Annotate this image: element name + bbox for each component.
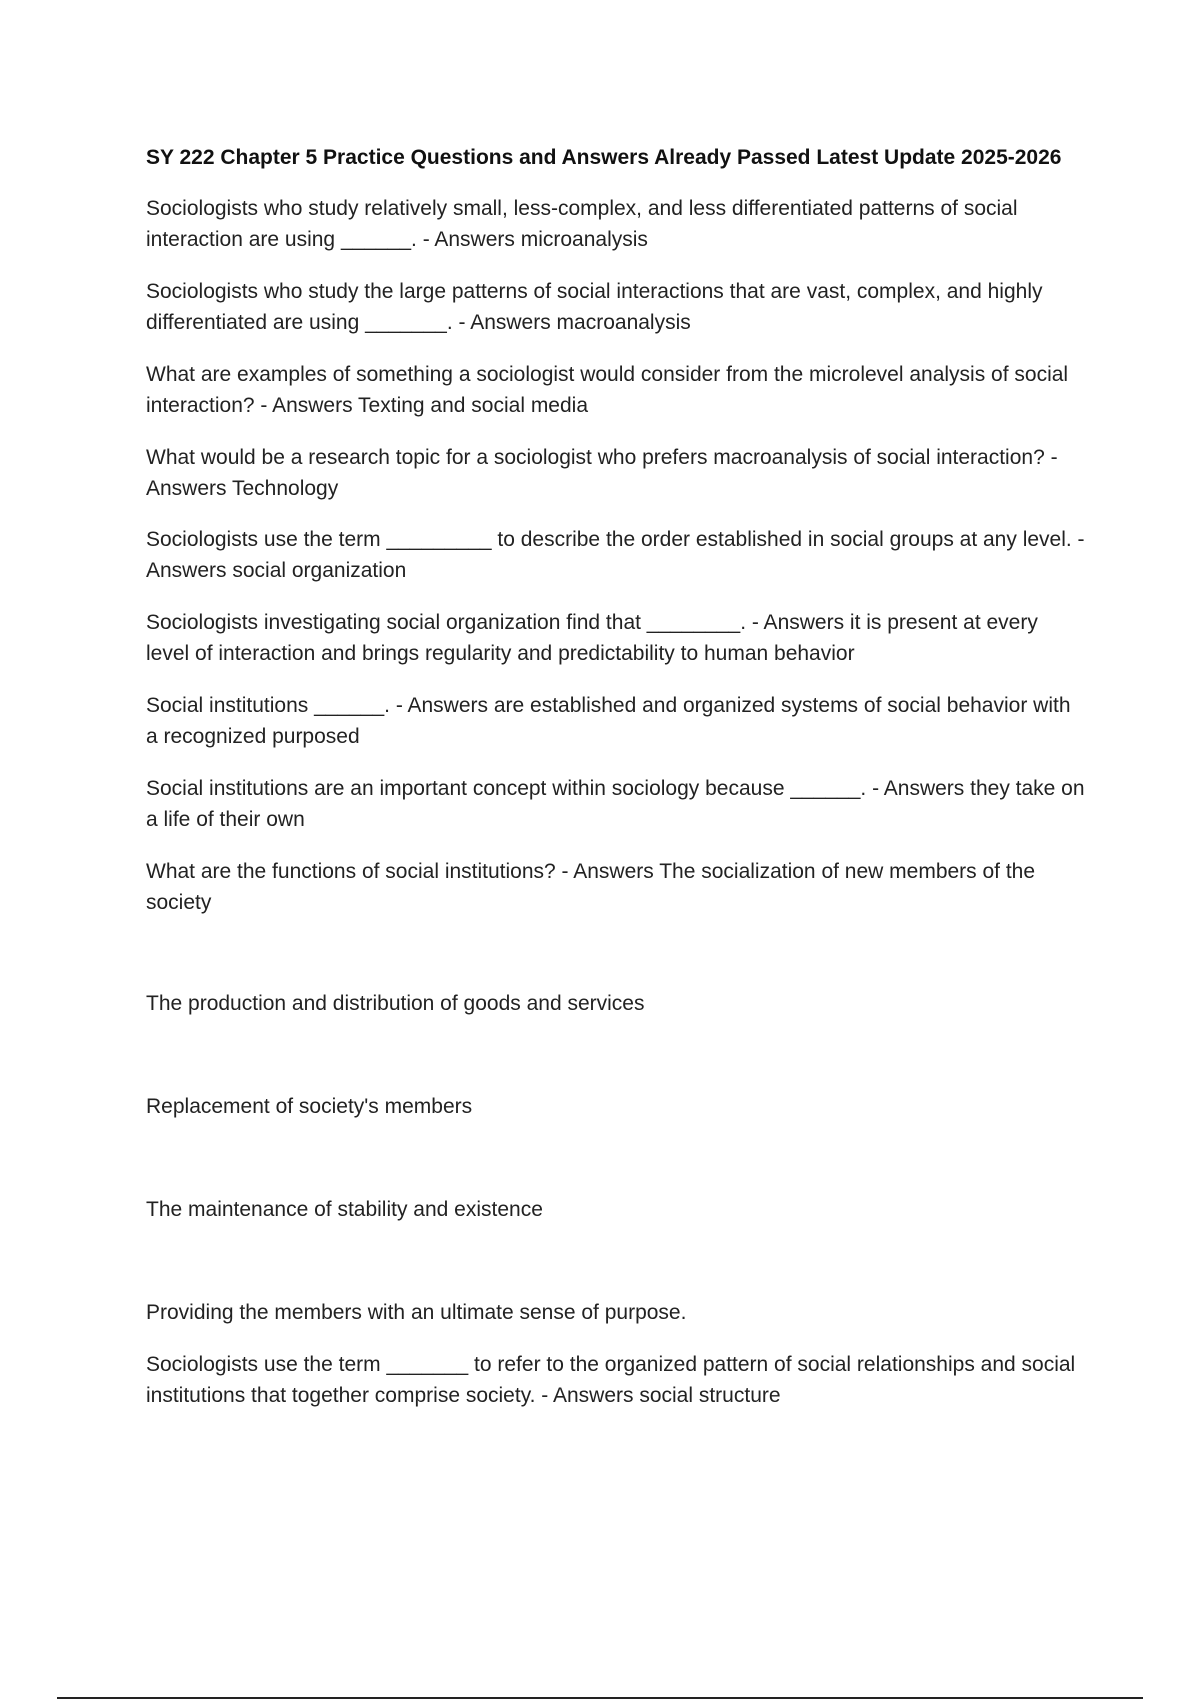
question-answer-9: What are the functions of social institutions? - Answers The socialization of new members of the society: [146, 860, 1036, 914]
question-answer-3: What are examples of something a sociologist would consider from the microlevel analysis of social interaction? - Answers Texting and social media: [146, 363, 1069, 417]
function-item-1: The production and distribution of goods and services: [146, 992, 645, 1015]
footer-divider: [57, 1697, 1143, 1699]
question-answer-1: Sociologists who study relatively small, less-complex, and less differentiated patterns of social interaction are using ______. - Answers microanalysis: [146, 197, 1018, 251]
question-answer-4: What would be a research topic for a sociologist who prefers macroanalysis of social interaction? - Answers Technology: [146, 446, 1058, 500]
question-answer-6: Sociologists investigating social organization find that ________. - Answers it is present at every level of interaction and brings regularity and predictability to human behavior: [146, 611, 1038, 665]
function-item-2: Replacement of society's members: [146, 1095, 473, 1118]
question-answer-8: Social institutions are an important concept within sociology because ______. - Answers they take on a life of their own: [146, 777, 1085, 831]
question-answer-2: Sociologists who study the large patterns of social interactions that are vast, complex, and highly differentiated are using _______. - Answers macroanalysis: [146, 280, 1043, 334]
function-item-3: The maintenance of stability and existence: [146, 1198, 543, 1221]
document-title: SY 222 Chapter 5 Practice Questions and Answers Already Passed Latest Update 2025-2026: [146, 146, 1062, 169]
question-answer-10: Sociologists use the term _______ to refer to the organized pattern of social relationships and social institutions that together comprise society. - Answers social structure: [146, 1353, 1076, 1407]
question-answer-7: Social institutions ______. - Answers are established and organized systems of social behavior with a recognized purposed: [146, 694, 1071, 748]
question-answer-5: Sociologists use the term _________ to describe the order established in social groups at any level. - Answers social organization: [146, 528, 1085, 582]
function-item-4: Providing the members with an ultimate sense of purpose.: [146, 1301, 687, 1324]
